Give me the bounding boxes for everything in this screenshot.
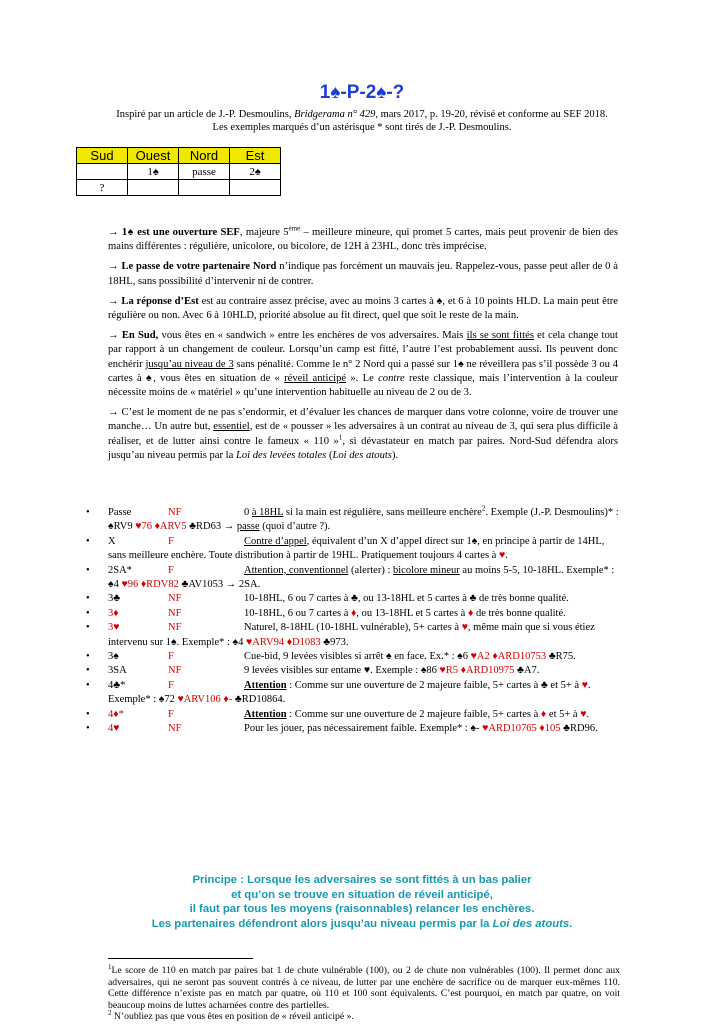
paragraph-text: , majeure 5: [239, 227, 289, 238]
item-text: 0: [244, 507, 252, 518]
superscript: ème: [288, 224, 301, 233]
paragraph-lead: En Sud,: [121, 330, 159, 342]
bid-cell: 1♠: [128, 164, 179, 180]
bidding-table-row: [77, 164, 281, 180]
footnote-1: [108, 962, 620, 1011]
paragraph-partner-pass: [108, 260, 618, 288]
underlined-text: bicolore mineur: [393, 564, 460, 576]
subtitle-source: Bridgerama n° 429: [294, 109, 376, 120]
paragraph-text: – meilleure mineure, qui promet 5 cartes, mais peut provenir de bien des mains différentes : régulière, unicolore, ou bicolore, de 12H à 23HL, donc très imprécise.: [108, 227, 619, 253]
subtitle-text: , mars 2017, p. 19-20, révisé et conforme au SEF 2018.: [375, 109, 608, 120]
principle-line: [60, 917, 664, 932]
forcing-code: NF: [168, 593, 182, 605]
underlined-text: jusqu’au niveau de 3: [145, 358, 234, 370]
item-text: . Exemple (J.-P. Desmoulins)* : ♠RV9: [108, 507, 619, 533]
item-text: : Comme sur une ouverture de 2 majeure faible, 5+ cartes à ♣ et 5+ à: [286, 679, 582, 691]
underlined-text: essentiel: [213, 421, 250, 433]
footnote-text: Le score de 110 en match par paires bat 1 de chute vulnérable (100), ou 2 de chute non vulnérables (100). Il permet donc aux adversaires, qui ne seront pas souvent contrés à ce niveau, de lutter par une enchère de sacrifice ou de marquer eux-mêmes 110. Cette différence n’existe pas en match par quatre, où 110 et 100 sont équivalents. C’est pourquoi, en match par quatre, on voit beaucoup moins de luttes acharnées contre des partielles.: [108, 965, 620, 1011]
item-text: (alerter) :: [348, 564, 394, 576]
red-suit-text: ♥ARV94 ♦D1083: [246, 636, 321, 648]
red-suit-text: ♥R5 ♦ARD10975: [439, 665, 515, 677]
italic-text: contre: [378, 372, 405, 384]
paragraph-lead: La réponse d’Est: [121, 295, 199, 307]
arrow-glyph: →: [108, 407, 122, 419]
item-text: .: [505, 550, 508, 562]
bullet-icon: •: [86, 622, 90, 634]
forcing-code: F: [168, 708, 174, 720]
paragraph-text: sans pénalité. Comme le n° 2 Nord qui a passé sur 1♠ ne réveillera pas s’il possède 3 ou 4 cartes à ♠, vous êtes en situation de «: [108, 358, 618, 384]
bullet-icon: •: [86, 651, 90, 663]
forcing-code: F: [168, 679, 174, 691]
arrow-glyph: →: [108, 330, 122, 342]
red-suit-text: ♥: [461, 622, 468, 634]
page-title: 1♠-P-2♠-?: [319, 82, 405, 103]
red-suit-text: ♥76 ♦ARV5: [135, 521, 187, 533]
bullet-icon: •: [86, 679, 90, 691]
paragraph-text: ).: [391, 449, 399, 461]
item-text: .: [586, 708, 590, 720]
bid-label: Passe: [108, 507, 132, 518]
paragraph-text: (: [326, 449, 333, 461]
bid-cell: [128, 180, 179, 196]
underlined-text: Contre d’appel: [244, 535, 307, 547]
bid-label: 3♥: [108, 622, 120, 634]
arrow-glyph: →: [108, 261, 122, 273]
red-suit-text: ♥96 ♦RDV82: [121, 579, 179, 591]
forcing-code: NF: [168, 507, 182, 518]
paragraph-strategy: [108, 406, 618, 463]
principle-line: Principe : Lorsque les adversaires se sont fittés à un bas palier: [192, 874, 532, 886]
bid-cell: 2♠: [230, 164, 281, 180]
underlined-text: réveil anticipé: [284, 372, 347, 384]
item-text: ♣A7.: [514, 665, 540, 677]
item-text: et 5+ à: [546, 708, 581, 720]
list-item: [86, 621, 620, 650]
footnote-text: N’oubliez pas que vous êtes en position de « réveil anticipé ».: [111, 1011, 354, 1023]
red-suit-text: ♥ARD10765 ♦105: [482, 723, 561, 735]
forcing-code: F: [168, 651, 174, 663]
paragraph-opening: [108, 226, 618, 254]
underlined-text: à 18HL: [251, 507, 284, 518]
red-suit-text: ♥: [581, 679, 588, 691]
header-cell: Nord: [179, 148, 230, 164]
bullet-icon: •: [86, 564, 90, 576]
red-suit-text: ♦: [540, 708, 547, 720]
bidding-table: [76, 147, 281, 196]
bidding-table-row: [77, 180, 281, 196]
paragraph-lead: 1♠ est une ouverture SEF: [121, 227, 240, 238]
paragraph-east-response: [108, 295, 618, 323]
bid-cell: passe: [179, 164, 230, 180]
red-suit-text: ♥ARV106 ♦-: [177, 694, 233, 706]
bullet-icon: •: [86, 723, 90, 735]
item-text: ♣AV1053 → 2SA.: [178, 579, 261, 591]
footnote-number: 1: [108, 962, 112, 971]
list-item: [86, 679, 620, 708]
list-item: [86, 650, 620, 664]
item-text: Cue-bid, 9 levées visibles si arrêt ♠ en face. Ex.* : ♠6: [244, 651, 471, 663]
paragraph-text: C’est le moment de ne pas s’endormir, et d’évaluer les chances de marquer dans votre colonne, voire de trouver une manche… Un autre but,: [108, 407, 618, 433]
item-text: ♣R75.: [546, 651, 576, 663]
item-text: Pour les jouer, pas nécessairement faible. Exemple* : ♠-: [244, 723, 483, 735]
bid-label: 4♥: [108, 723, 120, 735]
paragraph-text: , si dévastateur en match par paires. Nord-Sud défendra alors jusqu’au niveau permis par la: [108, 435, 618, 461]
subtitle-text: Les exemples marqués d’un astérisque * sont tirés de J.-P. Desmoulins.: [212, 122, 512, 133]
item-text: de très bonne qualité.: [473, 607, 566, 619]
paragraph-text: est au contraire assez précise, avec au moins 3 cartes à ♠, et 6 à 10 points HLD. La main peut être régulière ou non. Avec 6 à 10HLD, priorité absolue au fit direct, quel que soit le reste de la main.: [108, 295, 618, 322]
bid-list: [86, 506, 620, 737]
paragraph-lead: Le passe de votre partenaire Nord: [121, 261, 277, 273]
footnote-ref[interactable]: 1: [338, 433, 343, 442]
list-item: [86, 722, 620, 736]
bid-cell: [230, 180, 281, 196]
bid-cell: ?: [77, 180, 128, 196]
bullet-icon: •: [86, 507, 90, 518]
red-suit-text: ♦: [467, 607, 474, 619]
paragraph-text: ». Le: [346, 372, 379, 384]
footnotes: [108, 962, 620, 1023]
footnote-ref[interactable]: 2: [481, 504, 486, 513]
item-text: , équivalent d’un X d’appel direct sur 1♠, en principe à partir de 14HL, sans meilleure enchère. Toute distribution à partir de 19HL. Pratiquement toujours 4 cartes à: [108, 535, 605, 562]
subtitle: [60, 108, 664, 134]
principle-box: [60, 873, 664, 931]
list-item: [86, 535, 620, 564]
bullet-icon: •: [86, 708, 90, 720]
red-suit-text: ♥: [580, 708, 587, 720]
header-cell: Sud: [77, 148, 128, 164]
red-suit-text: ♦: [351, 607, 357, 619]
body-text: [108, 226, 618, 469]
forcing-code: F: [168, 564, 174, 576]
bid-cell: [179, 180, 230, 196]
arrow-glyph: →: [108, 295, 122, 307]
arrow-glyph: →: [108, 227, 122, 238]
subtitle-text: Inspiré par un article de J.-P. Desmoulins,: [116, 109, 295, 120]
bid-label: 3SA: [108, 665, 127, 677]
paragraph-text: reste classique, mais l’intervention à la couleur nécessite moins de « matériel » qu’une intervention habituelle au niveau de 2 ou de 3.: [108, 372, 619, 399]
bid-label: 3♠: [108, 651, 119, 663]
bid-cell: [77, 164, 128, 180]
bid-label: X: [108, 535, 116, 547]
item-text: 10-18HL, 6 ou 7 cartes à ♣, ou 13-18HL et 5 cartes à ♣ de très bonne qualité.: [244, 593, 569, 605]
item-text: ♣RD10864.: [232, 694, 286, 706]
list-item: [86, 592, 620, 606]
item-text: : Comme sur une ouverture de 2 majeure faible, 5+ cartes à: [286, 708, 541, 720]
bullet-icon: •: [86, 535, 90, 547]
italic-text: Loi des levées totales: [235, 449, 327, 461]
principle-text: Les partenaires défendront alors jusqu’au niveau permis par la: [151, 917, 493, 930]
item-text: ♣RD96.: [560, 723, 598, 735]
forcing-code: NF: [168, 607, 182, 619]
list-item: [86, 708, 620, 722]
underlined-text: ils se sont fittés: [466, 330, 534, 342]
item-text: , ou 13-18HL et 5 cartes à: [356, 607, 468, 619]
forcing-code: F: [168, 535, 174, 547]
bid-label: 3♦: [108, 607, 119, 619]
principle-italic: Loi des atouts: [492, 917, 570, 930]
bidding-table-header: [77, 148, 281, 164]
bullet-icon: •: [86, 593, 90, 605]
item-text: au moins 5-5, 10-18HL. Exemple* : ♠4: [108, 564, 615, 591]
item-text: Naturel, 8-18HL (10-18HL vulnérable), 5+ cartes à: [244, 622, 462, 634]
footnote-number: 2: [108, 1009, 112, 1018]
paragraph-text: vous êtes en « sandwich » entre les enchères de vos adversaires. Mais: [158, 330, 467, 342]
item-text: ♣973.: [320, 636, 349, 648]
item-text: 9 levées visibles sur entame ♥. Exemple : ♠86: [244, 665, 440, 677]
principle-line: et qu’on se trouve en situation de réveil anticipé,: [231, 888, 493, 901]
bullet-icon: •: [86, 665, 90, 677]
item-text: si la main est régulière, sans meilleure enchère: [283, 507, 482, 518]
list-item: [86, 506, 620, 535]
bullet-icon: •: [86, 607, 90, 619]
bid-label: 3♣: [108, 593, 121, 605]
paragraph-south: [108, 329, 618, 400]
principle-text: .: [569, 917, 573, 930]
header-cell: Ouest: [128, 148, 179, 164]
underlined-text: passe: [236, 521, 260, 533]
forcing-code: NF: [168, 622, 182, 634]
forcing-code: NF: [168, 723, 182, 735]
underlined-text: Attention: [244, 679, 287, 691]
underlined-text: Attention, conventionnel: [244, 564, 349, 576]
red-suit-text: ♥: [498, 550, 506, 562]
paragraph-text: , est de « pousser » les adversaires à un contrat au niveau de 3, qui sera plus difficile à réaliser, et de lutter ainsi contre le fameux « 110 »: [108, 421, 618, 447]
red-suit-text: ♥A2 ♦ARD10753: [470, 651, 547, 663]
forcing-code: NF: [168, 665, 182, 677]
list-item: [86, 564, 620, 593]
bid-label: 2SA*: [108, 564, 132, 576]
item-text: ♣RD63 →: [186, 521, 237, 533]
bid-label: 4♦*: [108, 708, 124, 720]
list-item: [86, 664, 620, 678]
list-item: [86, 607, 620, 621]
principle-line: il faut par tous les moyens (raisonnables) relancer les enchères.: [189, 903, 535, 915]
header-cell: Est: [230, 148, 281, 164]
underlined-text: Attention: [244, 708, 287, 720]
footnote-separator: [108, 958, 253, 959]
bid-label: 4♣*: [108, 679, 126, 691]
italic-text: Loi des atouts: [332, 449, 392, 461]
item-text: (quoi d’autre ?).: [259, 521, 331, 533]
item-text: , même main que si vous étiez intervenu sur 1♠. Exemple* : ♠4: [108, 622, 595, 648]
item-text: . Exemple* : ♠72: [108, 679, 591, 706]
paragraph-text: et cela change tout par rapport à un changement de couleur. Lorsqu’un camp est fitté, l’autre l’est probablement aussi. Ils peuvent donc enchérir: [108, 330, 618, 370]
footnote-2: [108, 1011, 620, 1023]
paragraph-text: n’indique pas forcément un mauvais jeu. Rappelez-vous, passe peut aller de 0 à 18HL, sans possibilité d’intervenir ni de contrer.: [108, 261, 618, 287]
item-text: 10-18HL, 6 ou 7 cartes à: [244, 607, 352, 619]
